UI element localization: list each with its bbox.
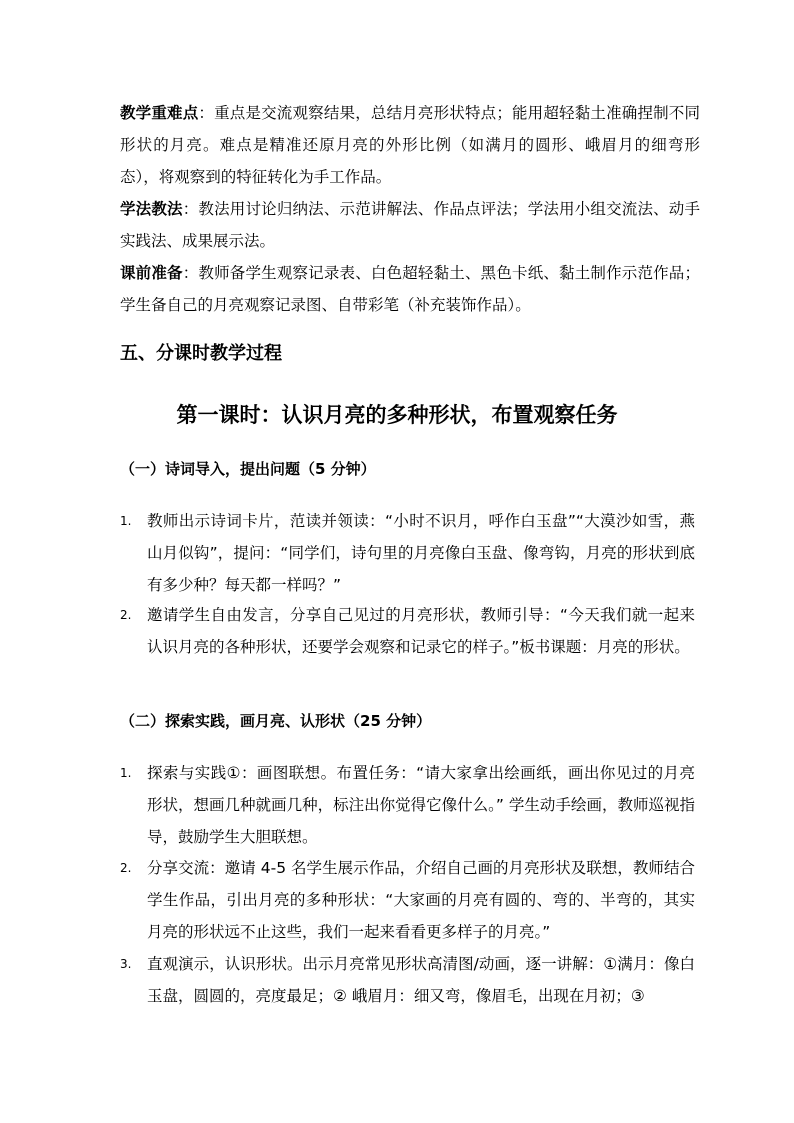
part2-heading: （二）探索实践，画月亮、认形状（25 分钟） [120,712,432,730]
teaching-difficulty-text: ：重点是交流观察结果，总结月亮形状特点；能用超轻黏土准确捏制不同形状的月亮。难点是精准还原月亮的外形比例（如满月的圆形、峨眉月的细弯形态），将观察到的特征转化为手工作品。 [120,104,700,186]
class-preparation-text: ：教师备学生观察记录表、白色超轻黏土、黑色卡纸、黏土制作示范作品；学生备自己的月亮观察记录图、自带彩笔（补充装饰作品）。 [120,264,700,314]
section-heading: 五、分课时教学过程 [120,343,282,364]
teaching-method-text: ：教法用讨论归纳法、示范讲解法、作品点评法；学法用小组交流法、动手实践法、成果展示法。 [120,200,700,250]
list-item [120,852,695,948]
list-item [120,505,695,601]
teaching-method-paragraph [120,193,700,257]
list-item-text: 探索与实践①：画图联想。布置任务：“请大家拿出绘画纸，画出你见过的月亮形状，想画几种就画几种，标注出你觉得它像什么。” 学生动手绘画，教师巡视指导，鼓励学生大胆联想。 [147,764,695,846]
lesson-title: 第一课时：认识月亮的多种形状，布置观察任务 [176,403,618,427]
list-number: 1. [120,766,132,780]
class-preparation-label: 课前准备 [120,264,183,282]
list-number: 3. [120,957,132,971]
list-number: 2. [120,861,132,875]
class-preparation-paragraph [120,257,700,321]
list-item [120,948,695,1012]
list-item [120,757,695,853]
list-number: 2. [120,608,132,622]
teaching-method-label: 学法教法 [120,200,183,218]
teaching-difficulty-label: 教学重难点 [120,104,199,122]
list-item-text: 分享交流：邀请 4-5 名学生展示作品，介绍自己画的月亮形状及联想，教师结合学生作品，引出月亮的多种形状：“大家画的月亮有圆的、弯的、半弯的，其实月亮的形状远不止这些，我们一起来看看更多样子的月亮。” [147,859,695,941]
part1-heading: （一）诗词导入，提出问题（5 分钟） [120,460,376,478]
list-item-text: 教师出示诗词卡片，范读并领读：“小时不识月，呼作白玉盘”“大漠沙如雪，燕山月似钩”，提问：“同学们，诗句里的月亮像白玉盘、像弯钩，月亮的形状到底有多少种？每天都一样吗？” [147,512,695,594]
teaching-difficulty-paragraph [120,97,700,193]
list-item [120,599,695,663]
list-item-text: 邀请学生自由发言，分享自己见过的月亮形状，教师引导：“今天我们就一起来认识月亮的各种形状，还要学会观察和记录它的样子。”板书课题：月亮的形状。 [147,606,695,656]
list-number: 1. [120,514,132,528]
list-item-text: 直观演示，认识形状。出示月亮常见形状高清图/动画，逐一讲解：①满月：像白玉盘，圆圆的，亮度最足；② 峨眉月：细又弯，像眉毛，出现在月初；③ [147,955,695,1005]
